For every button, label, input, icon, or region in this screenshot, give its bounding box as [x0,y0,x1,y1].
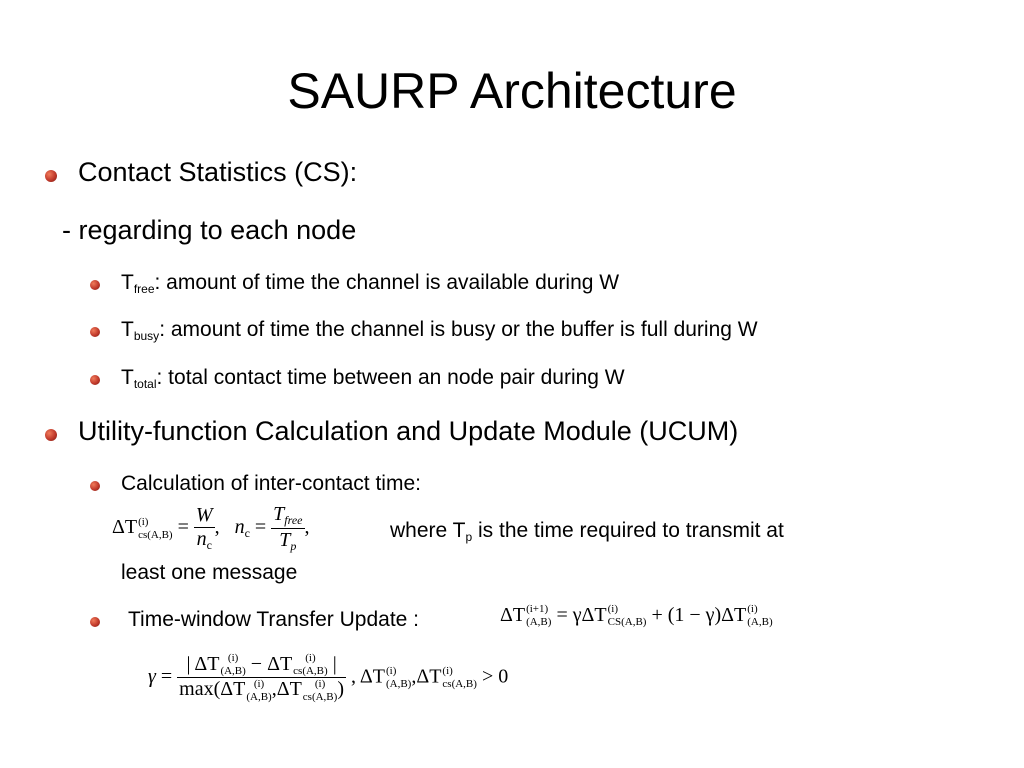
equals: = [160,665,173,688]
subscript: cs(A,B) [442,677,477,690]
t-symbol: T [273,503,285,525]
scripts [747,604,772,628]
intercontact-formula [112,503,310,554]
n-symbol: n [196,528,207,550]
slide-title: SAURP Architecture [287,63,737,119]
comma: , [271,678,277,701]
where-rest: is the time required to transmit at [472,519,784,542]
denominator [177,678,346,702]
scripts [220,653,245,677]
comma: , [304,516,310,539]
where-text [390,519,784,544]
cs-item-free [121,271,619,296]
delta-t: ΔT [112,516,138,539]
bullet-icon [45,170,57,182]
where-label: where T [390,519,466,542]
superscript: (i) [253,677,265,690]
t-symbol: T [279,529,291,551]
bullet-icon [90,280,100,290]
subscript: (A,B) [747,616,773,629]
gamma-delta-t: γΔT [572,604,607,626]
subscript: busy [133,329,160,343]
equals: = [177,516,189,539]
cs-item-total [121,366,625,391]
scripts [293,653,328,677]
denominator [194,528,215,553]
scripts [138,517,173,541]
p-subscript: p [465,530,473,544]
ucum-heading: Utility-function Calculation and Update Module (UCUM) [78,416,739,446]
superscript: (i) [442,664,453,677]
fraction-w-nc [194,504,215,553]
equals: = [254,516,267,539]
superscript: (i) [385,664,397,677]
subscript: (A,B) [526,616,552,629]
item-text: : amount of time the channel is busy or the buffer is full during W [159,318,758,341]
minus-term: − ΔT [245,653,293,675]
item-text: : total contact time between an node pair during W [156,366,625,389]
equals: = [556,604,568,626]
subscript: total [133,377,157,391]
scripts [608,604,647,628]
scripts [303,679,338,703]
superscript: (i) [138,515,149,528]
max-close: ) [337,678,344,701]
symbol: T [121,271,134,294]
symbol: T [121,366,134,389]
cs-heading: Contact Statistics (CS): [78,157,358,187]
condition-term: , ΔT [350,665,385,688]
subscript: (A,B) [246,690,272,703]
subscript: (A,B) [385,677,412,690]
abs-open: | ΔT [186,653,220,675]
delta-t: ΔT [416,665,442,688]
superscript: (i) [227,652,239,665]
subscript: CS(A,B) [607,616,647,629]
bullet-icon [90,481,100,491]
fraction-tfree-tp [271,503,304,554]
cs-note: - regarding to each node [62,215,357,245]
superscript: (i) [747,603,758,616]
update-formula [500,604,773,628]
p-subscript: p [290,539,297,553]
numerator [271,503,304,529]
gamma-fraction [177,653,346,703]
n-symbol: n [234,516,245,539]
twtu-label: Time-window Transfer Update : [128,608,419,631]
gamma-symbol: γ [148,665,156,688]
symbol: T [121,318,134,341]
comma: , [214,516,220,539]
scripts [526,604,551,628]
c-subscript: c [244,526,250,541]
bullet-icon [90,327,100,337]
c-subscript: c [206,538,212,552]
subscript: cs(A,B) [302,690,338,703]
comma: , [411,665,417,688]
subscript: free [133,282,155,296]
greater-than-zero: > 0 [476,665,509,688]
abs-close: | [327,653,337,675]
free-subscript: free [284,513,303,527]
subscript: (A,B) [220,665,246,678]
plus-term: + (1 − γ)ΔT [651,604,747,626]
bullet-icon [90,375,100,385]
bullet-icon [45,429,57,441]
item-text: : amount of time the channel is available during W [154,271,620,294]
denominator [271,529,304,554]
where-continuation: least one message [121,561,298,584]
max-open: max(ΔT [179,678,246,701]
scripts [246,679,271,703]
subscript: cs(A,B) [293,665,328,678]
calc-label: Calculation of inter-contact time: [121,472,421,495]
superscript: (i) [305,652,316,665]
superscript: (i+1) [526,603,549,616]
numerator: W [195,504,213,526]
numerator [177,653,346,678]
scripts [386,666,411,690]
scripts [442,666,477,690]
superscript: (i) [607,603,619,616]
cs-item-busy [121,318,758,343]
superscript: (i) [314,677,326,690]
subscript: cs(A,B) [138,528,173,541]
delta-t: ΔT [500,604,526,626]
gamma-formula [148,653,508,703]
delta-t: ΔT [276,678,302,701]
bullet-icon [90,617,100,627]
